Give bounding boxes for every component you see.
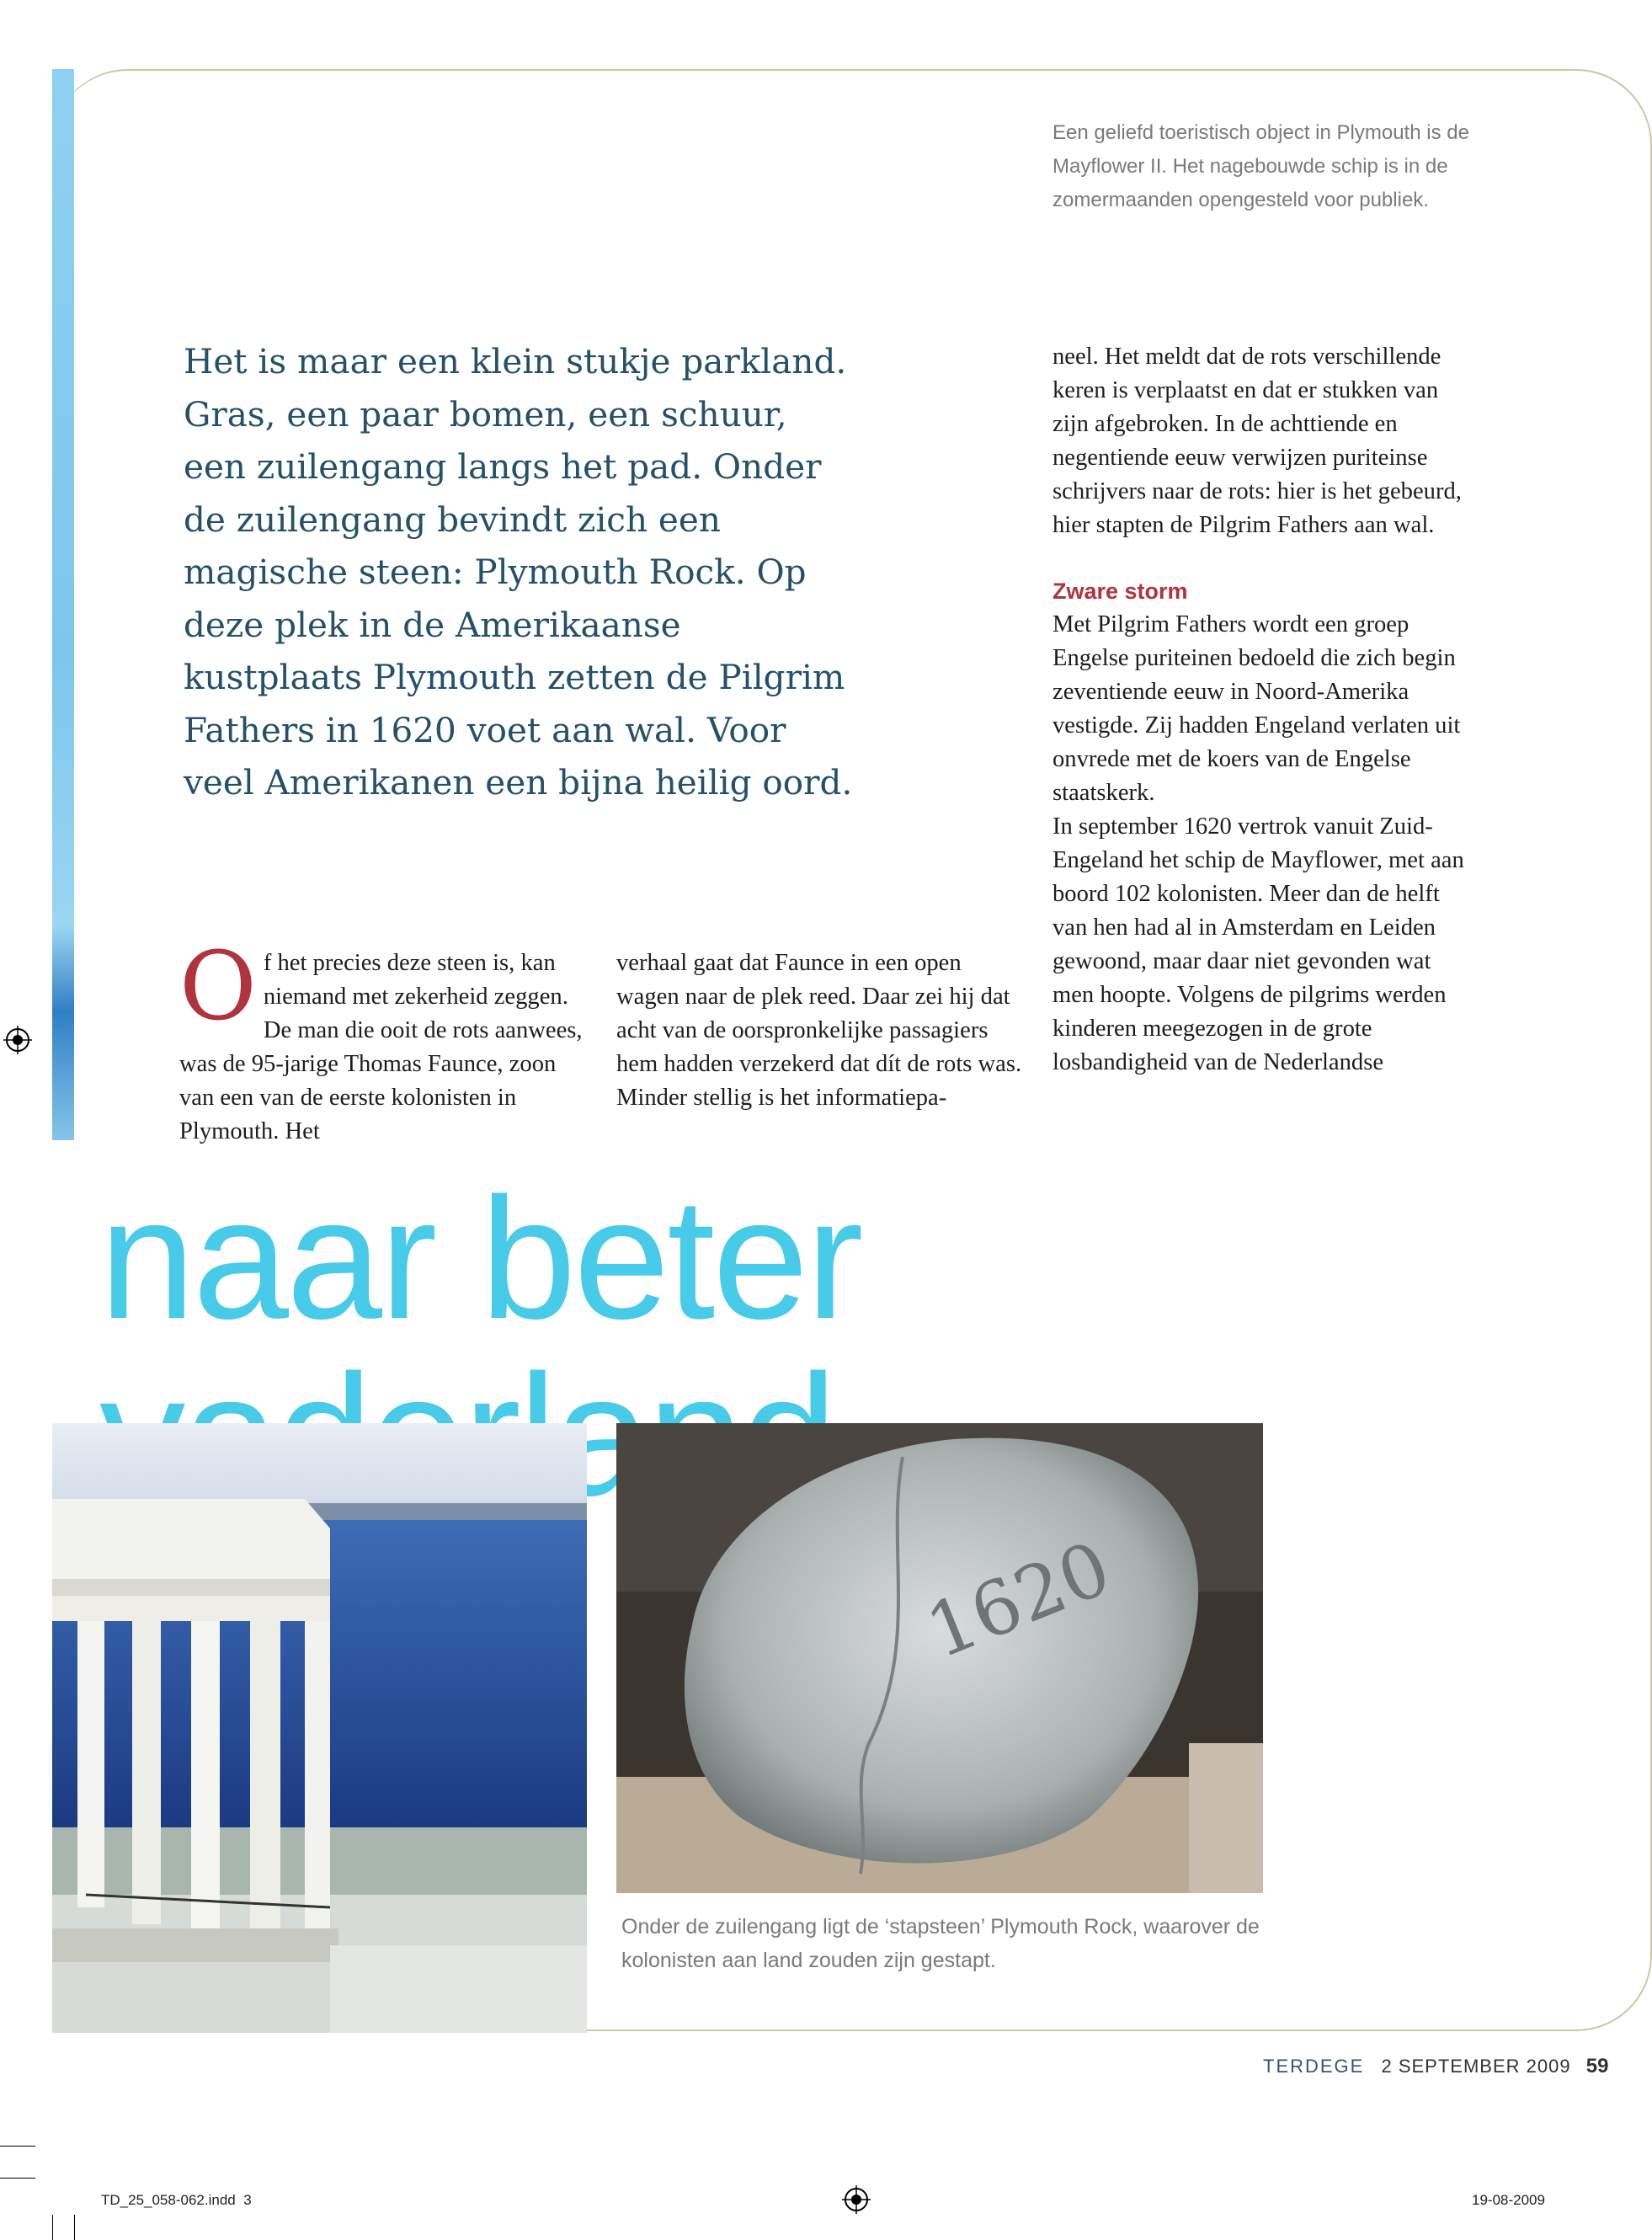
- folio: [1263, 2055, 1609, 2078]
- body-column-3: [1052, 340, 1473, 1080]
- photo-colonnade: [52, 1423, 587, 2033]
- slug-file: [101, 2192, 252, 2209]
- rock-year-marking: 1620: [914, 1524, 1122, 1676]
- col3-paragraph-3: In september 1620 vertrok vanuit Zuid-Engeland het schip de Mayflower, met aan boord 102 kolonisten. Meer dan de helft van hen had al in Amsterdam en Leiden gewoond, maar daar niet gevonden wat men hoopte. Volgens de pilgrims werden kinderen meegezogen in de grote losbandigheid van de Nederlandse: [1052, 813, 1464, 1075]
- col3-paragraph-2: Met Pilgrim Fathers wordt een groep Engelse puriteinen bedoeld die zich begin zeventiende eeuw in Noord-Amerika vestigde. Zij hadden Engeland verlaten uit onvrede met de koers van de Engelse staatskerk.: [1052, 611, 1461, 806]
- slug-filename: TD_25_058-062.indd: [101, 2192, 236, 2208]
- magazine-name: TERDEGE: [1263, 2056, 1365, 2077]
- body-column-2: [616, 947, 1029, 1115]
- crop-mark: [0, 2178, 35, 2179]
- col1-text: f het precies deze steen is, kan niemand met zekerheid zeggen. De man die ooit de rots aanwees, was de 95-jarige Thomas Faunce, zoon van een van de eerste kolonisten in Plymouth. Het: [179, 950, 583, 1144]
- photo-caption-mayflower: Een geliefd toeristisch object in Plymouth is de Mayflower II. Het nagebouwde schip is in de zomermaanden opengesteld voor publiek.: [1052, 121, 1469, 211]
- registration-mark-icon: [3, 1026, 32, 1054]
- colonnade-illustration: [52, 1423, 587, 2033]
- col2-paragraph-1: verhaal gaat dat Faunce in een open wagen naar de plek reed. Daar zei hij dat acht van de oorspronkelijke passagiers hem hadden verzekerd dat dít de rots was.: [616, 950, 1022, 1077]
- crop-mark: [74, 2215, 75, 2240]
- drop-cap: O: [179, 932, 257, 1042]
- slug-page: 3: [243, 2192, 252, 2208]
- photo-plymouth-rock: [616, 1423, 1263, 1893]
- body-column-1: [179, 932, 592, 1149]
- photo-strip: [52, 69, 74, 1140]
- subheading: Zware storm: [1052, 579, 1188, 604]
- registration-mark-icon: [842, 2185, 871, 2214]
- issue-date: 2 SEPTEMBER 2009: [1381, 2056, 1571, 2077]
- col3-paragraph-1: neel. Het meldt dat de rots verschillende keren is verplaatst en dat er stukken van zijn afgebroken. In de achttiende en negentiende eeuw verwijzen puriteinse schrijvers naar de rots: hier is het gebeurd, hier stapten de Pilgrim Fathers aan wal.: [1052, 344, 1462, 538]
- photo-caption-rock: Onder de zuilengang ligt de ‘stapsteen’ Plymouth Rock, waarover de kolonisten aan land zouden zijn gestapt.: [621, 1915, 1260, 1972]
- headline: naar beter: [99, 1162, 861, 1355]
- intro-lead: Het is maar een klein stukje parkland. Gras, een paar bomen, een schuur, een zuilengang langs het pad. Onder de zuilengang bevindt zich een magische steen: Plymouth Rock. Op deze plek in de Amerikaanse kustplaats Plymouth zetten de Pilgrim Fathers in 1620 voet aan wal. Voor veel Amerikanen een bijna heilig oord.: [184, 341, 853, 803]
- slug-date: 19-08-2009: [1472, 2192, 1545, 2208]
- rock-illustration: [616, 1423, 1263, 1893]
- page-number: 59: [1585, 2055, 1609, 2077]
- crop-mark: [0, 2146, 35, 2147]
- crop-mark: [52, 2215, 53, 2240]
- col2-paragraph-2: Minder stellig is het informatiepa-: [616, 1085, 947, 1111]
